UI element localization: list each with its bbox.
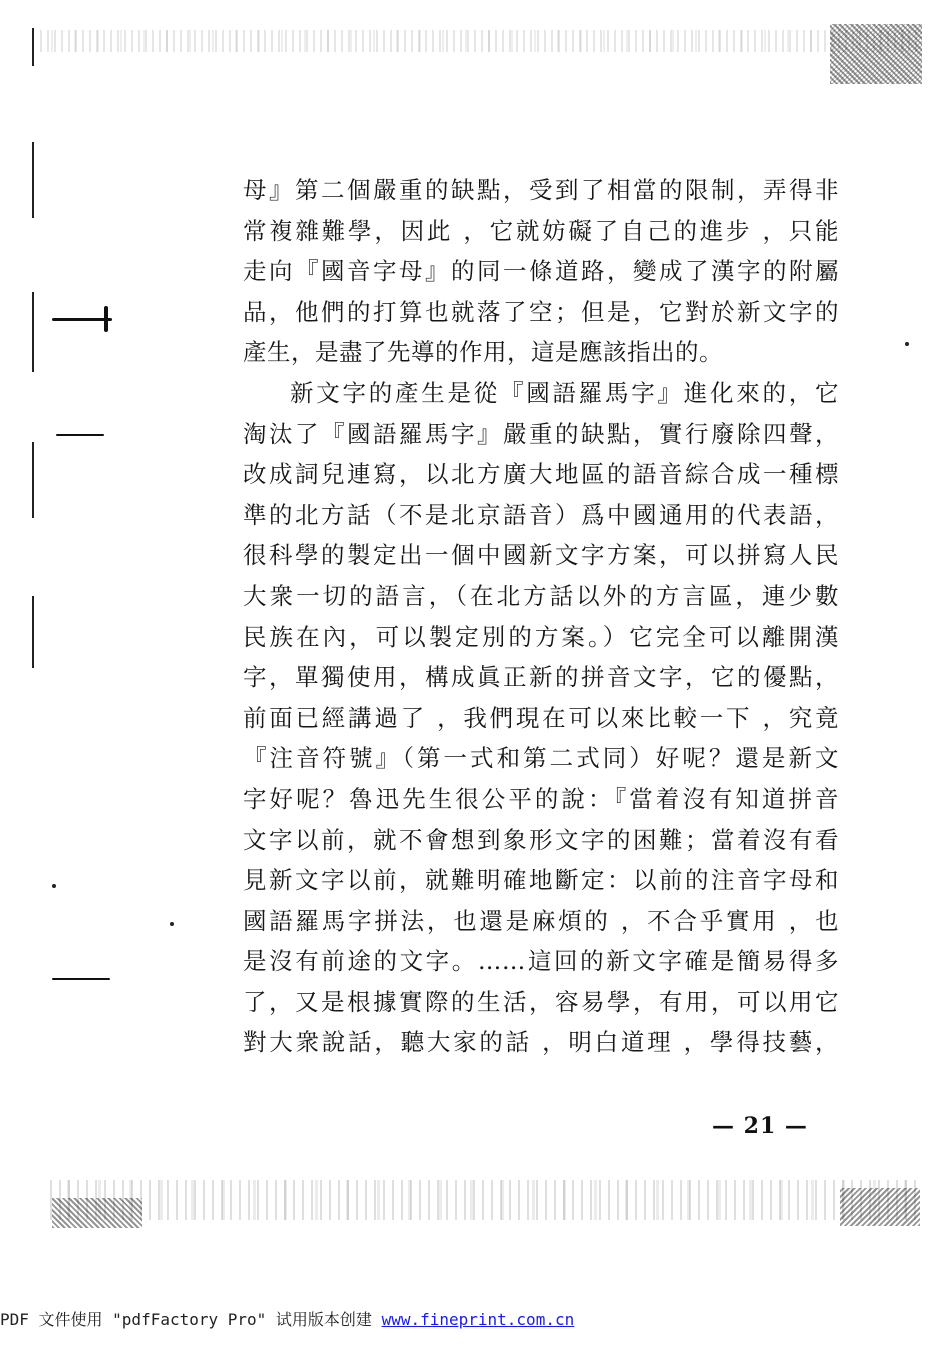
margin-line [32,28,34,66]
text-line: 對大衆說話，聽大家的話 ，明白道理 ，學得技藝， [243,1028,839,1057]
page-number: — 21 — [712,1113,808,1139]
scan-noise-corner-top-right [830,24,922,84]
scan-noise-bottom [50,1180,920,1220]
text-line: 前面已經講過了 ，我們現在可以來比較一下 ，究竟 [243,703,839,732]
text-line: 國語羅馬字拼法，也還是麻煩的 ，不合乎實用 ，也 [243,906,839,935]
text-line: 產生，是盡了先導的作用，這是應該指出的。 [243,338,723,367]
text-line: 常複雜難學，因此 ，它就妨礙了自己的進步 ，只能 [243,216,839,245]
text-line: 了，又是根據實際的生活，容易學，有用，可以用它 [243,987,839,1016]
scan-noise-corner-bottom-left [52,1198,142,1228]
footer-text: PDF 文件使用 "pdfFactory Pro" 试用版本创建 [0,1310,382,1329]
text-line: 字，單獨使用，構成眞正新的拼音文字，它的優點， [243,663,839,692]
text-line: 見新文字以前，就難明確地斷定：以前的注音字母和 [243,866,839,895]
text-line: 品，他們的打算也就落了空；但是，它對於新文字的 [243,297,839,326]
margin-mark [104,306,108,332]
text-line: 準的北方話（不是北京語音）爲中國通用的代表語， [243,500,839,529]
text-line: 新文字的產生是從『國語羅馬字』進化來的，它 [290,378,839,407]
text-line: 改成詞兒連寫，以北方廣大地區的語音綜合成一種標 [243,460,839,489]
margin-line [32,596,34,668]
text-line: 民族在內，可以製定別的方案。）它完全可以離開漢 [243,622,839,651]
margin-mark [52,318,112,321]
text-line: 是沒有前途的文字。……這回的新文字確是簡易得多 [243,947,839,976]
margin-speck [905,342,909,346]
scan-noise-top [40,30,920,52]
margin-line [32,142,34,218]
text-line: 字好呢？魯迅先生很公平的說：『當着沒有知道拼音 [243,784,839,813]
body-text [243,170,839,1063]
margin-line [32,442,34,518]
margin-mark [52,978,110,980]
margin-speck [170,922,174,926]
margin-line [32,292,34,372]
text-line: 淘汰了『國語羅馬字』嚴重的缺點，實行廢除四聲， [243,419,839,448]
footer-link[interactable]: www.fineprint.com.cn [381,1310,575,1329]
text-line: 母』第二個嚴重的缺點，受到了相當的限制，弄得非 [243,176,839,204]
text-line: 文字以前，就不會想到象形文字的困難；當着沒有看 [243,825,839,854]
margin-mark [56,434,104,436]
scan-noise-corner-bottom-right [840,1188,920,1226]
pdf-footer [0,1307,574,1330]
text-line: 走向『國音字母』的同一條道路，變成了漢字的附屬 [243,257,839,286]
margin-speck [52,884,56,888]
text-line: 很科學的製定出一個中國新文字方案，可以拼寫人民 [243,541,839,570]
text-line: 『注音符號』（第一式和第二式同）好呢？還是新文 [243,744,839,773]
text-line: 大衆一切的語言，（在北方話以外的方言區，連少數 [243,581,839,610]
